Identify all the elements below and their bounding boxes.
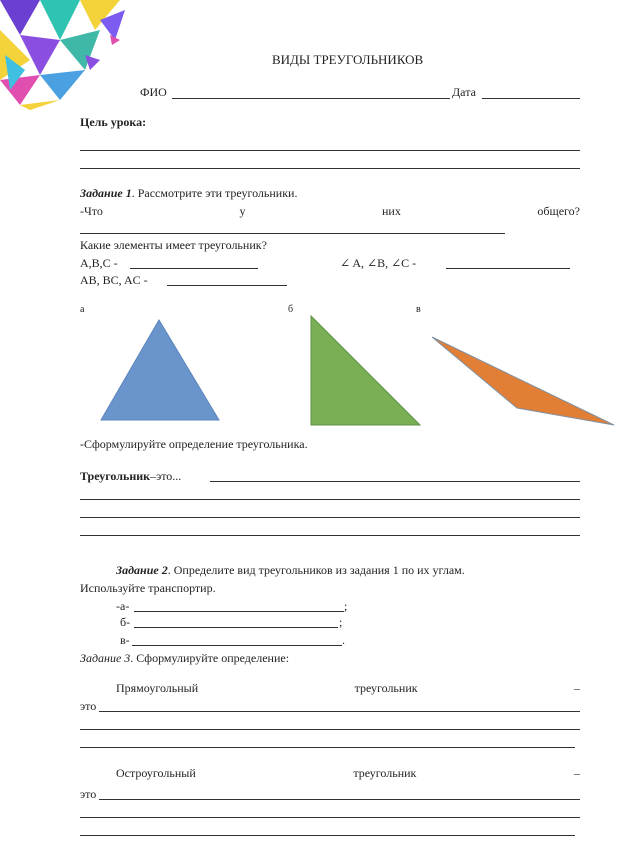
- word: Остроугольный: [116, 766, 196, 780]
- task1-text: . Рассмотрите эти треугольники.: [131, 186, 298, 200]
- acute-def-line-0[interactable]: [99, 799, 580, 800]
- acute-triangle-prompt: [116, 766, 580, 780]
- definition-term: Треугольник: [80, 469, 151, 483]
- word: у: [239, 204, 246, 218]
- task2-item-a: -а-: [116, 599, 130, 613]
- task1-label: Задание 1: [80, 186, 132, 200]
- word: Прямоугольный: [116, 681, 199, 695]
- task2-heading: [116, 563, 465, 577]
- angles-label: ∠ A, ∠B, ∠C -: [340, 256, 417, 270]
- definition-eto: –это...: [150, 469, 182, 483]
- date-field[interactable]: [482, 98, 580, 99]
- task2-field-c[interactable]: [132, 645, 342, 646]
- goal-line-1[interactable]: [80, 150, 580, 151]
- task2-text2: Используйте транспортир.: [80, 581, 216, 595]
- page-title: ВИДЫ ТРЕУГОЛЬНИКОВ: [272, 52, 424, 67]
- right-triangle-prompt: [116, 681, 580, 695]
- sides-label: AB, BC, AC -: [80, 273, 148, 287]
- word: треугольник: [353, 766, 417, 780]
- task1-heading: [80, 186, 297, 200]
- task3-text: . Сформулируйте определение:: [130, 651, 290, 665]
- task2-field-b[interactable]: [134, 627, 338, 628]
- sides-field[interactable]: [167, 285, 287, 286]
- triangle-c: [432, 337, 614, 425]
- word: -Что: [80, 204, 103, 218]
- define-prompt: -Сформулируйте определение треугольника.: [80, 437, 308, 451]
- task3-heading: [80, 651, 289, 665]
- triangle-label-a: а: [80, 304, 85, 315]
- date-label: Дата: [452, 85, 476, 99]
- definition-start: [80, 469, 181, 483]
- punct: .: [342, 633, 345, 647]
- task3-label: Задание 3: [80, 651, 131, 665]
- angles-field[interactable]: [446, 268, 570, 269]
- goal-label: Цель урока:: [80, 115, 147, 129]
- word: треугольник: [354, 681, 418, 695]
- triangle-label-b: б: [288, 304, 294, 315]
- task1-answer-line[interactable]: [80, 233, 505, 234]
- task2-item-c: в-: [120, 633, 130, 647]
- task1-question: [80, 204, 580, 218]
- vertices-field[interactable]: [130, 268, 258, 269]
- punct: ;: [339, 615, 343, 629]
- triangle-a: [101, 320, 219, 420]
- right-def-line-1[interactable]: [80, 729, 580, 730]
- right-def-line-0[interactable]: [99, 711, 580, 712]
- word: общего?: [537, 204, 580, 218]
- eto-label: это: [80, 699, 97, 713]
- eto-label: это: [80, 787, 97, 801]
- fio-label: ФИО: [140, 85, 167, 99]
- task2-item-b: б-: [120, 615, 131, 629]
- definition-line-2[interactable]: [80, 517, 580, 518]
- task2-label: Задание 2: [116, 563, 168, 577]
- decorative-triangles-logo: [0, 0, 125, 110]
- elements-question: Какие элементы имеет треугольник?: [80, 238, 267, 252]
- triangle-label-c: в: [416, 304, 421, 315]
- definition-line-0[interactable]: [210, 481, 580, 482]
- acute-def-line-1[interactable]: [80, 817, 580, 818]
- word: них: [381, 204, 401, 218]
- definition-line-1[interactable]: [80, 499, 580, 500]
- vertices-label: A,B,C -: [80, 256, 118, 270]
- word: –: [574, 681, 580, 695]
- right-def-line-2[interactable]: [80, 747, 575, 748]
- punct: ;: [344, 599, 348, 613]
- definition-line-3[interactable]: [80, 535, 580, 536]
- word: –: [573, 766, 580, 780]
- task2-text: . Определите вид треугольников из задания 1 по их углам.: [167, 563, 465, 577]
- task2-field-a[interactable]: [134, 611, 344, 612]
- goal-line-2[interactable]: [80, 168, 580, 169]
- triangle-b: [311, 316, 420, 425]
- fio-field[interactable]: [172, 98, 450, 99]
- acute-def-line-2[interactable]: [80, 835, 575, 836]
